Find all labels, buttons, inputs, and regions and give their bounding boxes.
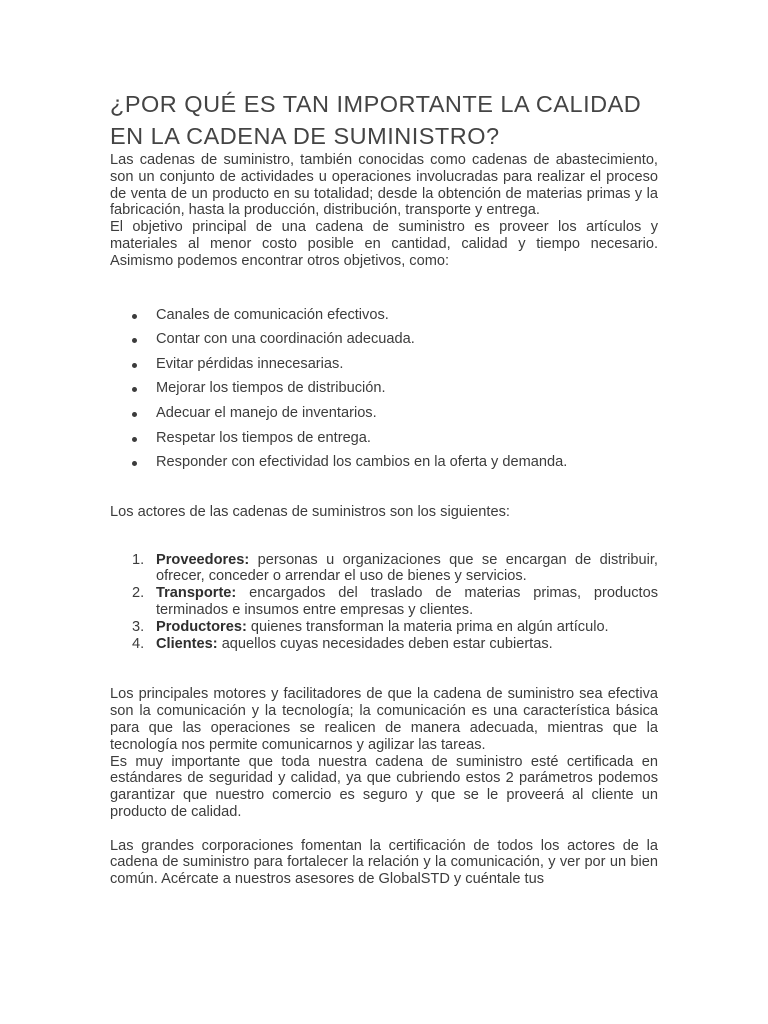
list-item-text: Adecuar el manejo de inventarios. (156, 404, 377, 421)
actors-intro-paragraph: Los actores de las cadenas de suministros son los siguientes: (110, 503, 510, 520)
corporations-paragraph: Las grandes corporaciones fomentan la certificación de todos los actores de la cadena de suministro para fortalecer la relación y la comunicación, y ver por un bien común. Acércate a nuestros asesores de GlobalSTD y cuéntale tus (110, 837, 658, 888)
bullet-icon (132, 363, 137, 368)
actor-number: 1. (132, 551, 145, 568)
actor-term: Productores: (156, 618, 247, 635)
list-item (110, 405, 658, 430)
list-item (110, 356, 658, 381)
certification-paragraph: Es muy importante que toda nuestra cadena de suministro esté certificada en estándares de seguridad y calidad, ya que cubriendo estos 2 parámetros podemos garantizar que nuestro comercio es seguro y que se le proveerá al cliente un producto de calidad. (110, 753, 658, 820)
actor-item (110, 619, 658, 636)
list-item (110, 430, 658, 455)
title-line-1: ¿POR QUÉ ES TAN IMPORTANTE LA CALIDAD (110, 91, 642, 117)
motors-paragraph: Los principales motores y facilitadores de que la cadena de suministro sea efectiva son la comunicación y la tecnología; la comunicación es una característica básica para que las operaciones se realicen de manera adecuada, mientras que la tecnología nos permite comunicarnos y agilizar las tareas. (110, 686, 658, 753)
bullet-icon (132, 461, 137, 466)
list-item-text: Contar con una coordinación adecuada. (156, 331, 415, 348)
bullet-icon (132, 437, 137, 442)
actor-number: 2. (132, 585, 145, 602)
list-item-text: Respetar los tiempos de entrega. (156, 429, 371, 446)
actor-number: 3. (132, 618, 145, 635)
list-item-text: Mejorar los tiempos de distribución. (156, 380, 386, 397)
actor-description: aquellos cuyas necesidades deben estar cubiertas. (217, 635, 553, 652)
bullet-icon (132, 338, 137, 343)
list-item (110, 307, 658, 332)
list-item-text: Responder con efectividad los cambios en la oferta y demanda. (156, 454, 568, 471)
bullet-icon (132, 412, 137, 417)
objective-paragraph: El objetivo principal de una cadena de suministro es proveer los artículos y materiales al menor costo posible en cantidad, calidad y tiempo necesario. Asimismo podemos encontrar otros objetivos, como: (110, 219, 658, 269)
actor-term: Clientes: (156, 635, 218, 652)
actor-term: Proveedores: (156, 551, 250, 568)
actor-description: quienes transforman la materia prima en algún artículo. (246, 618, 609, 635)
intro-paragraph: Las cadenas de suministro, también conocidas como cadenas de abastecimiento, son un conjunto de actividades u operaciones involucradas para realizar el proceso de venta de un producto en su totalidad; desde la obtención de materias primas y la fabricación, hasta la producción, distribución, transporte y entrega. (110, 152, 658, 219)
title-line-2: EN LA CADENA DE SUMINISTRO? (110, 123, 500, 149)
objectives-list (110, 307, 658, 479)
actor-number: 4. (132, 635, 145, 652)
actor-term: Transporte: (156, 585, 237, 602)
document-title (110, 88, 658, 152)
actor-description: encargados del traslado de materias primas, productos terminados e insumos entre empresas y clientes. (156, 585, 658, 618)
document-page (110, 88, 658, 888)
actor-item (110, 552, 658, 586)
actor-item (110, 585, 658, 619)
actor-item (110, 636, 658, 653)
list-item-text: Canales de comunicación efectivos. (156, 306, 389, 323)
actor-description: personas u organizaciones que se encargan de distribuir, ofrecer, conceder o arrendar el uso de bienes y servicios. (156, 551, 658, 585)
list-item (110, 454, 658, 479)
list-item (110, 331, 658, 356)
list-item-text: Evitar pérdidas innecesarias. (156, 355, 344, 372)
bullet-icon (132, 387, 137, 392)
bullet-icon (132, 314, 137, 319)
list-item (110, 380, 658, 405)
actors-list (110, 552, 658, 653)
